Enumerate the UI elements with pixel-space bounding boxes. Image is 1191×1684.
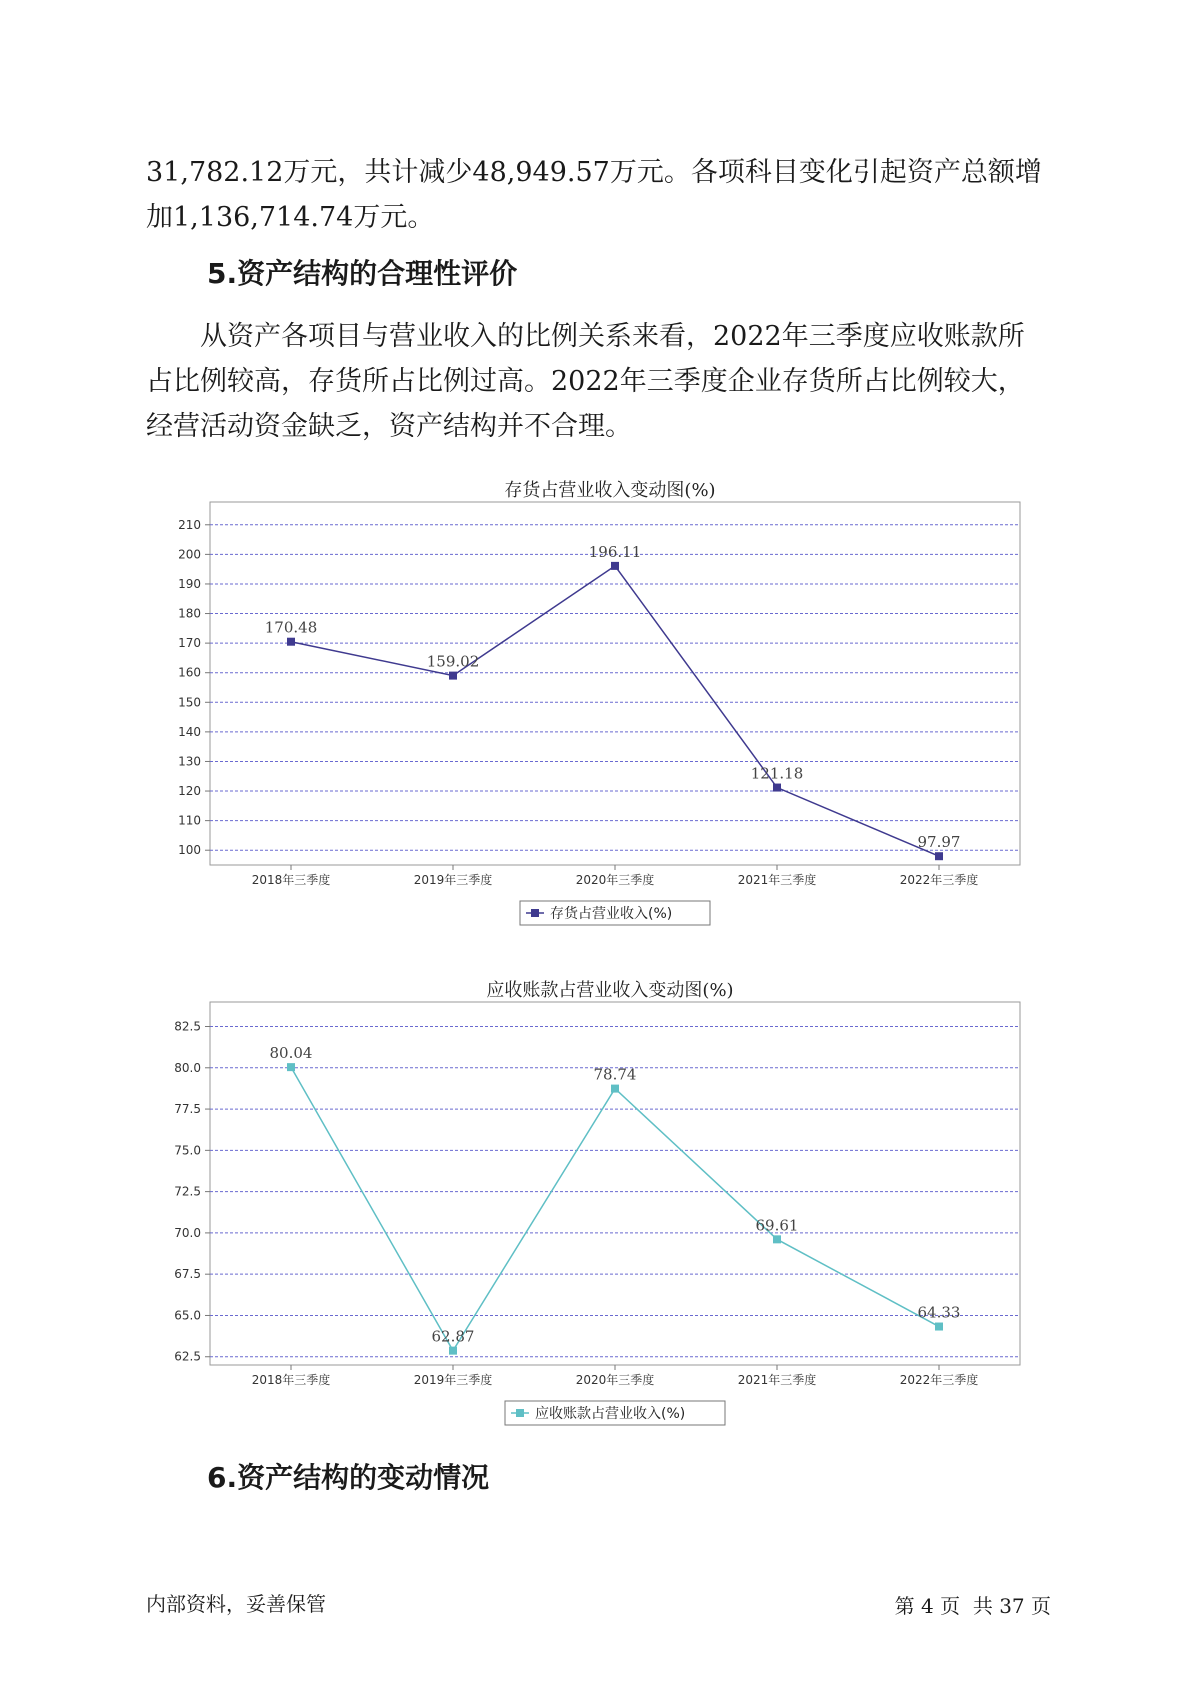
data-label: 196.11 — [588, 542, 642, 561]
x-tick-label: 2021年三季度 — [737, 1373, 817, 1387]
y-tick-label: 130 — [178, 754, 201, 769]
inventory-ratio-chart — [0, 470, 1191, 940]
x-tick-label: 2021年三季度 — [737, 873, 817, 887]
footer-page-indicator — [895, 1590, 1051, 1619]
y-tick-label: 120 — [178, 784, 201, 799]
x-tick-label: 2018年三季度 — [251, 1373, 331, 1387]
y-tick-label: 210 — [178, 517, 201, 532]
section-heading-5: 5.资产结构的合理性评价 — [207, 257, 518, 290]
data-point — [935, 852, 943, 860]
paragraph-line: 31,782.12万元，共计减少48,949.57万元。各项科目变化引起资产总额增 — [146, 157, 1042, 188]
page-label-mid: 页 共 — [940, 1594, 993, 1618]
y-tick-label: 72.5 — [174, 1184, 201, 1199]
y-tick-label: 80.0 — [174, 1060, 201, 1075]
data-label: 78.74 — [593, 1065, 637, 1084]
y-tick-label: 100 — [178, 843, 201, 858]
page-label-prefix: 第 — [894, 1594, 915, 1618]
y-tick-label: 160 — [178, 665, 201, 680]
paragraph-line: 加1,136,714.74万元。 — [146, 202, 435, 233]
y-tick-label: 150 — [178, 695, 201, 710]
paragraph-line: 经营活动资金缺乏，资产结构并不合理。 — [146, 411, 632, 442]
data-point — [935, 1323, 943, 1331]
data-label: 97.97 — [917, 833, 961, 852]
paragraph-line: 从资产各项目与营业收入的比例关系来看，2022年三季度应收账款所 — [200, 321, 1025, 352]
page-label-suffix: 页 — [1031, 1594, 1051, 1618]
y-tick-label: 62.5 — [174, 1349, 201, 1364]
y-tick-label: 180 — [178, 606, 201, 621]
data-point — [287, 638, 295, 646]
paragraph-line: 占比例较高，存货所占比例过高。2022年三季度企业存货所占比例较大， — [146, 366, 1025, 397]
y-tick-label: 110 — [178, 813, 201, 828]
page-number: 4 — [921, 1594, 934, 1618]
data-label: 69.61 — [755, 1216, 799, 1235]
paragraph-asset-change — [146, 150, 1046, 240]
y-tick-label: 190 — [178, 576, 201, 591]
chart-title: 存货占营业收入变动图(%) — [504, 480, 716, 501]
x-tick-label: 2019年三季度 — [413, 1373, 493, 1387]
data-point — [611, 1085, 619, 1093]
y-tick-label: 82.5 — [174, 1019, 201, 1034]
y-tick-label: 75.0 — [174, 1143, 201, 1158]
data-label: 64.33 — [917, 1303, 961, 1322]
data-label: 121.18 — [750, 764, 804, 783]
data-point — [773, 784, 781, 792]
x-tick-label: 2019年三季度 — [413, 873, 493, 887]
x-tick-label: 2022年三季度 — [899, 1373, 979, 1387]
legend-swatch-marker — [516, 1409, 524, 1417]
y-tick-label: 77.5 — [174, 1102, 201, 1117]
x-tick-label: 2018年三季度 — [251, 873, 331, 887]
data-label: 170.48 — [264, 618, 318, 637]
plot-area — [210, 1002, 1020, 1365]
legend-label: 应收账款占营业收入(%) — [535, 1406, 686, 1422]
x-tick-label: 2020年三季度 — [575, 1373, 655, 1387]
y-tick-label: 200 — [178, 547, 201, 562]
legend-swatch-marker — [531, 909, 539, 917]
y-tick-label: 70.0 — [174, 1225, 201, 1240]
legend-label: 存货占营业收入(%) — [550, 906, 673, 922]
data-label: 159.02 — [426, 652, 480, 671]
data-point — [611, 562, 619, 570]
section-heading-6: 6.资产结构的变动情况 — [207, 1461, 490, 1494]
y-tick-label: 170 — [178, 636, 201, 651]
data-point — [449, 1347, 457, 1355]
data-point — [287, 1063, 295, 1071]
y-tick-label: 65.0 — [174, 1308, 201, 1323]
data-point — [773, 1235, 781, 1243]
x-tick-label: 2022年三季度 — [899, 873, 979, 887]
y-tick-label: 140 — [178, 724, 201, 739]
data-point — [449, 672, 457, 680]
total-pages: 37 — [999, 1594, 1025, 1618]
data-label: 80.04 — [269, 1044, 313, 1063]
x-tick-label: 2020年三季度 — [575, 873, 655, 887]
paragraph-structure-eval — [146, 314, 1046, 449]
data-label: 62.87 — [431, 1327, 475, 1346]
chart-title: 应收账款占营业收入变动图(%) — [486, 980, 734, 1001]
footer-confidential-note: 内部资料，妥善保管 — [146, 1592, 326, 1616]
receivables-ratio-chart — [0, 970, 1191, 1440]
y-tick-label: 67.5 — [174, 1267, 201, 1282]
